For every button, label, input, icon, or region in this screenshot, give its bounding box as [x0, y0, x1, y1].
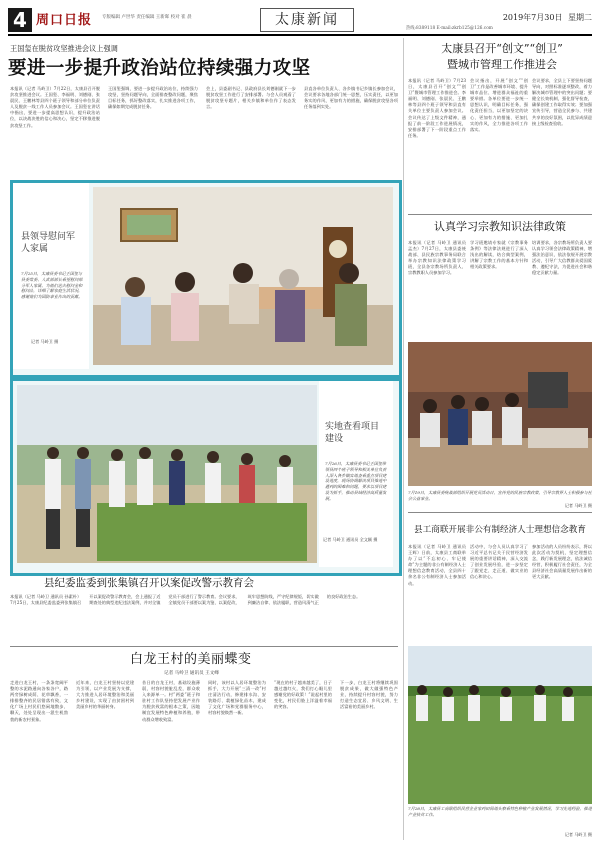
photo2-title: 实地查看项目建设	[325, 422, 380, 444]
photo1-image	[93, 187, 393, 365]
photo-block-veterans	[10, 180, 402, 378]
photo2-person-6	[205, 451, 221, 503]
right3-photo-credit: 记者 马岭卫 摄	[564, 832, 592, 837]
right1-divider	[408, 214, 592, 215]
mid-divider	[10, 646, 398, 647]
right2-body	[408, 240, 592, 336]
right3-person-6	[562, 687, 574, 721]
photo1-credit: 记者 马岭卫 摄	[31, 339, 59, 344]
page-header	[8, 8, 592, 34]
right1-headline-1: 太康县召开“创文”“创卫”	[441, 42, 563, 55]
photo1-caption: 7月25日，太康县委书记王国玺与县委常委、人武部部长看望慰问部分军人家属，为他们送去慰问金和慰问品，详细了解家庭生活状况，感谢他们为国防事业作出的贡献。	[21, 271, 83, 300]
contact-line: 热线:8389118 E-mail:zkrb125@126.com	[406, 26, 493, 31]
right3-col-3: 参加活动的人员纷纷表示，将以此次活动为契机，坚定理想信念，践行新发展理念，依法诚信经营，积极履行社会责任，为全县经济社会高质量发展作出新的更大贡献。	[532, 544, 592, 580]
photo2-text-panel	[319, 381, 393, 567]
right1-col-3: 会议要求，全县上下要坚持问题导向，对照标准逐项整改，着力解决城市管理中的突出问题；要健全长效机制，强化督导检查，确保创建工作取得实效；要加强宣传引导，营造全民参与、共建共享的良好氛围，以优异成绩迎接上级检查验收。	[532, 78, 592, 126]
page-number-box	[8, 8, 32, 32]
bottom-col-3: 昔日的白龙王村，基础设施薄弱，村容村貌脏乱差，群众收入来源单一。村“两委”班子和驻村工作队坚持把发展产业作为脱贫致富的根本之策，因地制宜发展特色种植和养殖，带动群众增收致富。	[142, 680, 200, 722]
photo2-caption: 7月26日，太康县委书记王国玺带领县四个班子领导和相关单位负责人深入各乡镇实地查看重点项目建设进度，现场协调解决项目推进中遇到的困难和问题，要求以项目建设为抓手，推动县域经济高质量发展。	[325, 461, 387, 501]
bottom-col-4: 同时，该村以人居环境整治为抓手，大力开展“三清一改”村庄清洁行动，修建排水沟、安装路灯、栽植绿化苗木，建成了文化广场和党群服务中心，村容村貌焕然一新。	[208, 680, 266, 716]
bottom-col-2: 近年来，白龙王村坚持以党建为引领，以产业发展为支撑，大力推进人居环境整治和美丽乡村建设，实现了由贫困村到美丽乡村的华丽转身。	[76, 680, 134, 710]
right2-photo-credit: 记者 马岭卫 摄	[564, 503, 592, 508]
photo2-person-2	[75, 447, 91, 547]
photo2-person-8	[277, 455, 293, 503]
bottom-col-6: 下一步，白龙王村将继续巩固脱贫成果，做大做强特色产业，持续提升村容村貌，努力打造生态宜居、乡风文明、生活富裕的美丽乡村。	[340, 680, 398, 710]
photo2-person-1	[45, 447, 61, 549]
weekday-text: 星期二	[568, 13, 592, 22]
photo1-title: 县领导慰问军人家属	[21, 232, 76, 254]
right1-body	[408, 78, 592, 212]
right3-person-5	[534, 685, 546, 721]
header-rule	[8, 34, 592, 36]
right3-col-2: 活动中，与会人员认真学习了习近平总书记关于民营经济发展的重要讲话精神，深入交流了创业发展经验，进一步坚定了跟党走、走正道、做实业的信心和决心。	[470, 544, 528, 580]
photo2-person-7	[239, 453, 255, 503]
lead-col-2: 王国玺强调，要进一步提升政治站位，持续强力攻坚，坚持问题导向，全面排查整改问题，聚焦目标任务，抓好整改落实，扎实推进各项工作，确保如期完成脱贫任务。	[108, 86, 198, 110]
right1-headline-2: 暨城市管理工作推进会	[447, 58, 557, 71]
lead-col-3: 会上，县委副书记、县政府县长刘德刚就下一步脱贫攻坚工作进行了安排部署。与会人员观看了脱贫攻坚专题片，相关乡镇和单位作了表态发言。	[206, 86, 296, 110]
right2-headline: 认真学习宗教知识法律政策	[434, 220, 566, 233]
right3-person-1	[416, 685, 428, 721]
meta-line: 专版编辑 卢世华 责任编辑 王新晖 校对 崔 晨	[102, 15, 192, 20]
right1-col-2: 会议指出，开展“创文”“创卫”工作是改善城市环境、提升城市品位、增进群众福祉的重要举措。各单位要进一步统一思想认识，明确目标任务，强化责任担当，以更加坚定的决心、更加有力的措施、更加扎实的作风，全力推进各项工作落实。	[470, 78, 528, 132]
right2-col-1: 本报讯（记者 马岭卫 通讯员 孟杰）7月27日，太康县委统战部、县民族宗教事务局联合举办宗教知识法律政策学习班，全县各宗教场所负责人、宗教教职人员参加学习。	[408, 240, 466, 276]
bottom-byline: 记者 马岭卫 通讯员 王文峰	[164, 671, 219, 676]
right3-person-2	[442, 687, 454, 721]
right3-photo	[408, 646, 592, 804]
paper-name: 周口日报	[36, 13, 93, 28]
lead-col-4: 县直各单位负责人、各乡镇书记乡镇长参加会议，会议要求各地各部门统一思想，压实责任，以更加务实的作风、更加有力的措施，确保脱贫攻坚各项任务落到实处。	[304, 86, 398, 110]
right2-photo-caption: 7月19日，太康县委统战部组织开展党员活动日，宣传党的民族宗教政策，引导宗教界人士积极参与社会公益事业。	[408, 490, 592, 501]
right2-photo	[408, 342, 592, 486]
right2-col-3: 培训要求，各宗教场所负责人要认真学习领会法律政策精神，增强法治意识，依法依规开展宗教活动，引导广大信教群众爱国爱教、遵纪守法，为促进社会和谐稳定贡献力量。	[532, 240, 592, 276]
photo1-person-2	[171, 272, 199, 341]
date-text: 2019年7月30日	[502, 13, 563, 22]
right2-col-2: 学习班邀请专家就《宗教事务条例》等法律法规进行了深入浅出的解读，结合典型案例，讲解了宗教工作的基本方针和相关政策要求。	[470, 240, 528, 270]
right-column-divider	[403, 38, 404, 840]
right3-body	[408, 544, 592, 640]
lead-body	[10, 86, 398, 176]
mid-body	[10, 594, 398, 642]
right2-divider	[408, 512, 592, 513]
right3-col-1: 本报讯（记者 马岭卫 通讯员 王辉）日前，太康县工商联举办了以“不忘初心、牢记使命”为主题的非公有制经济人士理想信念教育活动，全县四十余名非公有制经济人士参加活动。	[408, 544, 466, 586]
right3-headline: 县工商联开展非公有制经济人士理想信念教育	[414, 525, 586, 535]
bottom-body	[10, 680, 398, 840]
lead-kicker: 王国玺在脱贫攻坚推进会议上强调	[10, 44, 118, 53]
lead-headline: 要进一步提升政治站位持续强力攻坚	[8, 58, 311, 79]
right1-col-1: 本报讯（记者 马岭卫）7月23日，太康县召开“创文”“创卫”暨城市管理工作推进会。李福明、刘德刚、张晨民、王鹏林等县四个班子领导和县直有关单位主要负责人参加会议。会议传达了上级文件精神，通报了前一阶段工作进展情况，安排部署了下一阶段重点工作任务。	[408, 78, 466, 138]
issue-date	[503, 12, 592, 23]
section-title-box	[260, 8, 354, 32]
photo-block-projects	[10, 378, 402, 576]
mid-headline: 县纪委监委到张集镇召开以案促改警示教育会	[44, 577, 254, 589]
photo1-text-panel	[13, 183, 89, 369]
right3-photo-caption: 7月28日，太康县工商联组织民营企业家到田间地头察看特色种植产业发展情况，学习先进经验，推进产业扶贫工作。	[408, 806, 592, 817]
right3-person-4	[500, 687, 512, 721]
section-title: 太康新闻	[275, 12, 339, 28]
bottom-col-5: “现在的村子越来越美了，日子越过越红火，我们打心眼儿里感谢党的好政策！”说起村里的变化，村民们脸上洋溢着幸福的笑容。	[274, 680, 332, 710]
lead-col-1: 本报讯（记者 马岭卫）7月22日，太康县召开脱贫攻坚推进会议。王国玺、李福明、刘德刚、张晨民、王鹏林等县四个班子领导和部分单位负责人及脱贫一线工作人员参加会议。王国玺在讲话中指出，要进一步提高思想认识，提升政治站位，以决战决胜的信心和决心，坚定不移推进脱贫攻坚工作。	[10, 86, 100, 128]
bottom-headline: 白龙王村的美丽蝶变	[130, 652, 252, 667]
page-number: 4	[13, 8, 27, 32]
bottom-col-1: 走进白龙王村，一条条宽阔平整的水泥路通向各家各户，路两旁绿树成荫、花草飘香，一排排整齐的民居错落有致，文化广场上村民们悠闲地散步、聊天，处处呈现出一派生机勃勃的新农村景象。	[10, 680, 68, 722]
right3-person-3	[468, 685, 480, 721]
mid-text: 本报讯（记者 马岭卫 通讯员 孙素朴）7月25日，太康县纪委监委到张集镇召开以案促改警示教育会，会上通报了近期查处的典型违纪违法案例，并对全镇党员干部进行了警示教育。会议要求，全镇党员干部要以案为鉴、以案促改，筑牢思想防线，严守纪律规矩，切实做到廉洁自律、依法履职，营造风清气正的良好政治生态。	[10, 594, 361, 606]
photo2-image	[17, 385, 317, 563]
photo2-credit: 记者 马岭卫 通讯员 全文颖 摄	[323, 537, 378, 542]
